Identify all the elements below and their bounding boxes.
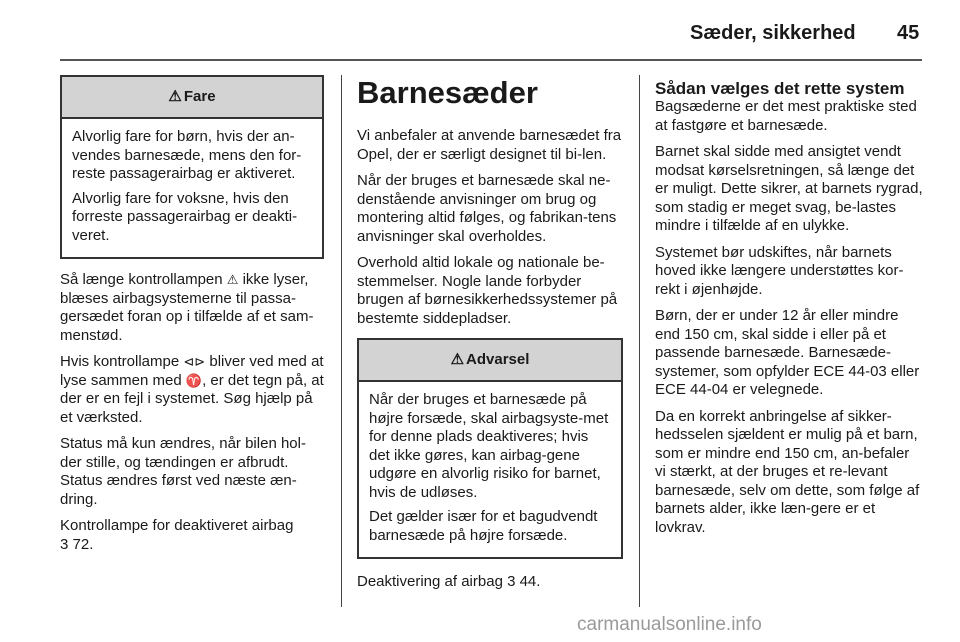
subsection-title: Sådan vælges det rette system: [655, 79, 905, 98]
danger-text-1: Alvorlig fare for børn, hvis der an-vendes barnesæde, mens den for-reste passagerairbag er aktiveret.: [72, 128, 302, 182]
paragraph-indicator-fault: [60, 353, 324, 427]
column-divider-1: [341, 75, 342, 607]
paragraph-regulations: Overhold altid lokale og nationale be-stemmelser. Nogle lande forbyder brugen af børnesikkerhedssystemer på bestemte siddepladser.: [357, 254, 618, 327]
paragraph-rear-facing: Barnet skal sidde med ansigtet vendt modsat kørselsretningen, så længe det er muligt. Dette sikrer, at barnets rygrad, som stadig er meget svag, be-lastes mindre i tilfælde af en ulykke.: [655, 143, 923, 234]
header-rule: [60, 59, 922, 61]
paragraph-airbag-status: [60, 271, 324, 345]
danger-text-2: Alvorlig fare for voksne, hvis den forreste passagerairbag er deakti-veret.: [72, 189, 298, 244]
text-run: Hvis kontrollampe: [60, 353, 184, 370]
page-reference-link[interactable]: 3 72.: [60, 535, 94, 553]
text-run: Kontrollampe for deaktiveret airbag: [60, 517, 294, 534]
danger-box-header: [62, 77, 322, 119]
paragraph-recommend: Vi anbefaler at anvende barnesædet fra Opel, der er særligt designet til bi-len.: [357, 127, 622, 163]
airbag-warning-icon: ♈: [185, 372, 203, 388]
warning-text-2: Det gælder især for et bagudvendt barnesæde på højre forsæde.: [369, 508, 598, 544]
paragraph-indicator-ref: [60, 517, 324, 554]
danger-box-title: Fare: [183, 87, 216, 105]
paragraph-replace: Systemet bør udskiftes, når barnets hoved ikke længere understøttes kor-rekt i øjenhøjde.: [655, 243, 904, 298]
warning-text-1: Når der bruges et barnesæde på højre forsæde, skal airbagsyste-met for denne plads deaktiveres; hvis det ikke gøres, kan airbag-gene udgøre en alvorlig risiko for barnet, hvis de udløses.: [369, 391, 609, 501]
page-number: 45: [897, 22, 920, 44]
column-divider-2: [639, 75, 640, 607]
text-run: bliver ved med at lyse sammen med: [60, 353, 324, 389]
airbag-indicator-icon: ⊲⊳: [183, 354, 206, 369]
airbag-off-icon: ⚠: [226, 272, 239, 287]
paragraph-deactivation-ref: Deaktivering af airbag 3 44.: [357, 573, 541, 590]
text-run: , er det tegn på, at der er en fejl i systemet. Søg hjælp på et værksted.: [60, 371, 324, 426]
warning-box: [357, 338, 623, 559]
warning-icon: ⚠: [450, 350, 465, 368]
text-run: Så længe kontrollampen: [60, 271, 227, 288]
paragraph-rear-seats: Bagsæderne er det mest praktiske sted at fastgøre et barnesæde.: [655, 98, 917, 134]
watermark: carmanualsonline.info: [577, 614, 762, 635]
column-3: [655, 79, 923, 545]
header-title: Sæder, sikkerhed: [690, 22, 856, 44]
column-2: [357, 77, 623, 600]
paragraph-seatbelt: Da en korrekt anbringelse af sikker-hedsselen sjældent er mulig på et barn, som er mindre end 150 cm, an-befaler vi stærkt, at der bruges et re-levant barnesæde, selv om dette, som følge af barnets alder, ikke læn-gere er et lovkrav.: [655, 407, 920, 536]
warning-icon: ⚠: [168, 87, 182, 105]
danger-box-body: [62, 119, 322, 257]
text-run: ikke lyser, blæses airbagsystemerne til passa-gersædet foran op i tilfælde af et sam-menstød.: [60, 271, 314, 344]
warning-box-body: [359, 382, 621, 557]
paragraph-age-height: Børn, der er under 12 år eller mindre end 150 cm, skal sidde i eller på et passende barnesæde. Barnesæde-systemer, som opfylder ECE 44-03 eller ECE 44-04 er velegnede.: [655, 307, 920, 398]
danger-box: [60, 75, 324, 259]
warning-box-title: Advarsel: [466, 350, 530, 368]
paragraph-instructions: Når der bruges et barnesæde skal ne-denstående anvisninger om brug og montering altid følges, og fabrikan-tens anvisninger skal overholdes.: [357, 172, 617, 245]
section-title: Barnesæder: [357, 75, 538, 110]
column-1: [60, 75, 324, 554]
warning-box-header: [359, 340, 621, 382]
paragraph-status-change: Status må kun ændres, når bilen hol-der stille, og tændingen er afbrudt. Status ændres først ved næste æn-dring.: [60, 435, 306, 508]
